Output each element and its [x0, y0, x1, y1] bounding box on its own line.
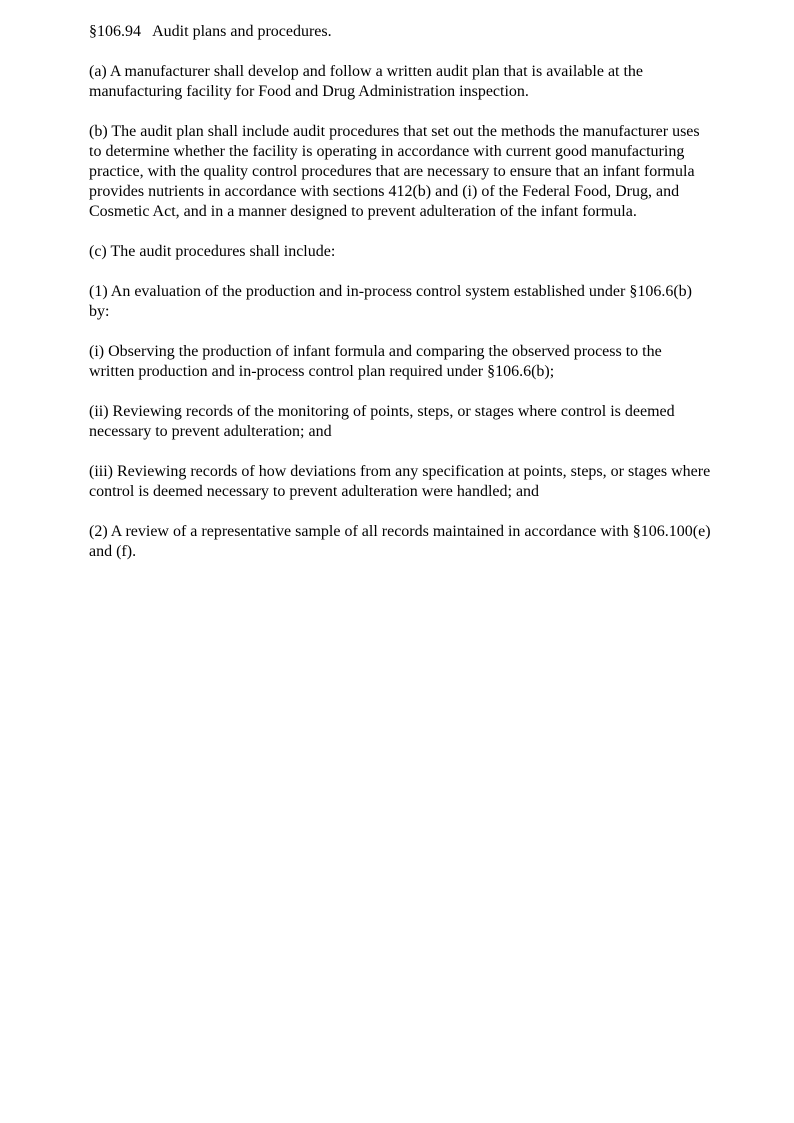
paragraph-a: (a) A manufacturer shall develop and follow a written audit plan that is available at the manufacturing facility for Food and Drug Administration inspection. — [89, 63, 644, 100]
paragraph-c: (c) The audit procedures shall include: — [89, 243, 336, 260]
paragraph-c-1-ii: (ii) Reviewing records of the monitoring of points, steps, or stages where control is deemed necessary to prevent adulteration; and — [89, 403, 675, 440]
paragraph-c-2: (2) A review of a representative sample of all records maintained in accordance with §106.100(e) and (f). — [89, 523, 711, 560]
paragraph-b: (b) The audit plan shall include audit procedures that set out the methods the manufacturer uses to determine whether the facility is operating in accordance with current good manufacturing practice, with the quality control procedures that are necessary to ensure that an infant formula provides nutrients in accordance with sections 412(b) and (i) of the Federal Food, Drug, and Cosmetic Act, and in a manner designed to prevent adulteration of the infant formula. — [89, 123, 700, 220]
section-title: §106.94 Audit plans and procedures. — [89, 23, 332, 40]
document-page — [89, 22, 711, 582]
paragraph-c-1-i: (i) Observing the production of infant formula and comparing the observed process to the written production and in-process control plan required under §106.6(b); — [89, 343, 662, 380]
paragraph-c-1-iii: (iii) Reviewing records of how deviations from any specification at points, steps, or stages where control is deemed necessary to prevent adulteration were handled; and — [89, 463, 711, 500]
paragraph-c-1: (1) An evaluation of the production and in-process control system established under §106.6(b) by: — [89, 283, 692, 320]
